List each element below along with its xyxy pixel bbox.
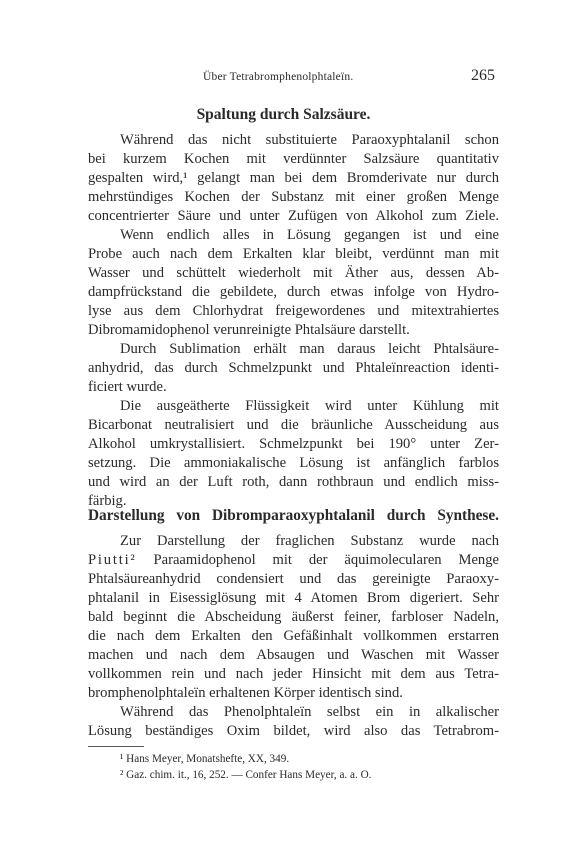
text-fragment: Paraamidophenol mit der äquimolecularen Menge: [153, 552, 500, 568]
running-title: Über Tetrabromphenolphtaleïn.: [203, 71, 354, 83]
text-line: bald beginnt die Abscheidung äußerst feiner, farbloser Nadeln,: [88, 609, 499, 625]
text-line: Während das nicht substituierte Paraoxyphtalanil schon: [120, 132, 499, 148]
section-heading-spaltung: Spaltung durch Salzsäure.: [196, 106, 371, 123]
page-number: 265: [471, 67, 495, 84]
text-line-with-author: [88, 551, 499, 569]
text-line: bromphenolphtaleïn erhaltenen Körper identisch sind.: [88, 685, 403, 701]
text-line: Durch Sublimation erhält man daraus leicht Phtalsäure-: [120, 341, 499, 357]
text-line: vollkommen rein und nach jeder Hinsicht mit dem aus Tetra-: [88, 666, 499, 682]
text-line: Alkohol umkrystallisiert. Schmelzpunkt bei 190° unter Zer-: [88, 436, 499, 452]
text-line: machen und nach dem Absaugen und Waschen mit Wasser: [88, 647, 499, 663]
text-line: gespalten wird,¹ gelangt man bei dem Bromderivate nur durch: [88, 170, 499, 186]
text-line: anhydrid, das durch Schmelzpunkt und Phtaleïnreaction identi-: [88, 360, 499, 376]
section-heading-darstellung: Darstellung von Dibromparaoxyphtalanil durch Synthese.: [88, 507, 499, 524]
footnote-rule: [88, 746, 144, 747]
text-line: Bicarbonat neutralisiert und die bräunliche Ausscheidung aus: [88, 417, 499, 433]
text-line: Zur Darstellung der fraglichen Substanz wurde nach: [120, 533, 499, 549]
text-line: färbig.: [88, 493, 127, 509]
text-line: mehrstündiges Kochen der Substanz mit einer großen Menge: [88, 189, 499, 205]
footnote-2: ² Gaz. chim. it., 16, 252. — Confer Hans Meyer, a. a. O.: [120, 769, 372, 781]
author-name: Piutti²: [88, 552, 137, 568]
text-line: ficiert wurde.: [88, 379, 167, 395]
text-line: Wasser und schüttelt wiederholt mit Äther aus, dessen Ab-: [88, 265, 499, 281]
text-line: Wenn endlich alles in Lösung gegangen ist und eine: [120, 227, 499, 243]
text-line: dampfrückstand die gebildete, durch etwas infolge von Hydro-: [88, 284, 499, 300]
text-line: phtalanil in Eisessiglösung mit 4 Atomen Brom digeriert. Sehr: [88, 590, 499, 606]
text-line: Die ausgeätherte Flüssigkeit wird unter Kühlung mit: [120, 398, 499, 414]
text-line: concentrierter Säure und unter Zufügen von Alkohol zum Ziele.: [88, 208, 499, 224]
running-header: [100, 67, 495, 89]
text-line: die nach dem Erkalten den Gefäßinhalt vollkommen erstarren: [88, 628, 499, 644]
text-line: Lösung beständiges Oxim bildet, wird also das Tetrabrom-: [88, 723, 499, 739]
text-line: bei kurzem Kochen mit verdünnter Salzsäure quantitativ: [88, 151, 499, 167]
text-line: Dibromamidophenol verunreinigte Phtalsäure darstellt.: [88, 322, 410, 338]
footnote-1: ¹ Hans Meyer, Monatshefte, XX, 349.: [120, 753, 290, 765]
text-line: Probe auch nach dem Erkalten klar bleibt, verdünnt man mit: [88, 246, 499, 262]
text-line: und wird an der Luft roth, dann rothbraun und endlich miss-: [88, 474, 499, 490]
text-line: lyse aus dem Chlorhydrat freigewordenes und mitextrahiertes: [88, 303, 499, 319]
text-line: setzung. Die ammoniakalische Lösung ist anfänglich farblos: [88, 455, 499, 471]
text-line: Phtalsäureanhydrid condensiert und das gereinigte Paraoxy-: [88, 571, 499, 587]
text-line: Während das Phenolphtaleïn selbst ein in alkalischer: [120, 704, 499, 720]
